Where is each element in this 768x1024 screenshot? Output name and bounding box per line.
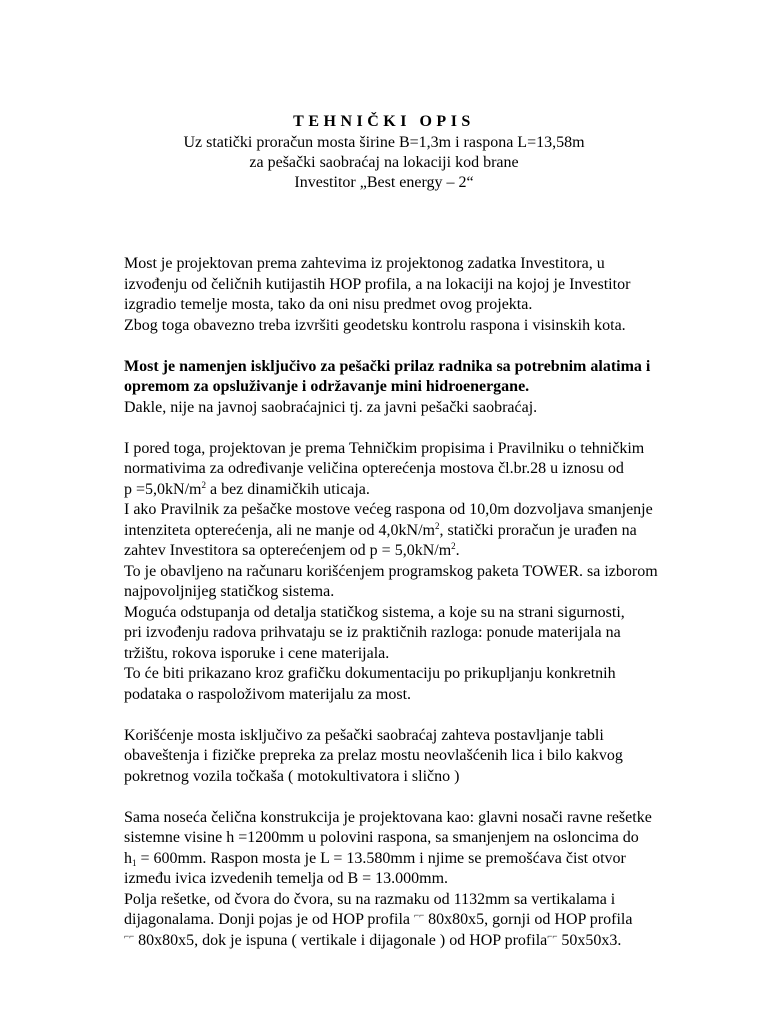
- text-line: sistemne visine h =1200mm u polovini raspona, sa smanjenjem na osloncima do: [124, 829, 639, 846]
- superscript: 2: [435, 520, 440, 531]
- paragraph-purpose: [124, 357, 734, 419]
- subscript: 1: [132, 857, 137, 868]
- text-line: Polja rešetke, od čvora do čvora, su na razmaku od 1132mm sa vertikalama i: [124, 890, 616, 908]
- document-title: TEHNIČKI OPIS: [293, 113, 475, 130]
- document-subtitle-line-1: Uz statički proračun mosta širine B=1,3m i raspona L=13,58m: [183, 134, 585, 151]
- text-line: normativima za određivanje veličina opterećenja mostova čl.br.28 u iznosu od: [124, 460, 624, 477]
- text-line: Korišćenje mosta isključivo za pešački saobraćaj zahteva postavljanje tabli: [124, 726, 604, 744]
- text-fragment: 80x80x5, dok je ispuna ( vertikale i dijagonale ) od HOP profila: [134, 931, 548, 949]
- text-line: Moguća odstupanja od detalja statičkog sistema, a koje su na strani sigurnosti,: [124, 603, 625, 621]
- paragraph-usage-signage: [124, 726, 734, 788]
- text-line: pokretnog vozila točkaša ( motokultivatora i slično ): [124, 767, 460, 785]
- title-block: [0, 112, 768, 193]
- text-line: najpovoljnijeg statičkog sistema.: [124, 583, 335, 600]
- paragraph-regulations: [124, 439, 734, 706]
- text-line: izgradio temelje mosta, tako da oni nisu predmet ovog projekta.: [124, 296, 533, 313]
- text-line: između ivica izvedenih temelja od B = 13.000mm.: [124, 870, 449, 887]
- text-line: [124, 910, 734, 931]
- text-line-bold: Most je namenjen isključivo za pešački prilaz radnika sa potrebnim alatima i: [124, 357, 651, 375]
- superscript: 2: [451, 541, 456, 551]
- text-line: izvođenju od čeličnih kutijastih HOP profila, a na lokaciji na kojoj je Investitor: [124, 275, 631, 293]
- text-line: [124, 849, 734, 870]
- text-line: To je obavljeno na računaru korišćenjem programskog paketa TOWER. sa izborom: [124, 562, 658, 580]
- text-line: [124, 480, 734, 501]
- text-line: tržištu, rokova isporuke i cene materijala.: [124, 644, 390, 662]
- hollow-profile-symbol-icon: ⌐⌐: [124, 930, 135, 941]
- document-subtitle-line-3: Investitor „Best energy – 2“: [294, 174, 474, 191]
- text-line-bold: opremom za opsluživanje i održavanje mini hidroenergane.: [124, 378, 530, 395]
- text-fragment: 80x80x5, gornji od HOP profila: [424, 911, 633, 928]
- text-line: pri izvođenju radova prihvataju se iz praktičnih razloga: ponude materijala na: [124, 624, 621, 641]
- paragraph-structure: [124, 808, 734, 952]
- hollow-profile-symbol-icon: ⌐⌐: [414, 910, 425, 920]
- text-fragment: intenziteta opterećenja, ali ne manje od 4,0kN/m: [124, 521, 435, 539]
- text-fragment: , statički proračun je urađen na: [439, 521, 637, 539]
- text-line: [124, 541, 734, 562]
- text-line: To će biti prikazano kroz grafičku dokumentaciju po prikupljanju konkretnih: [124, 665, 616, 682]
- text-line: Sama noseća čelična konstrukcija je projektovana kao: glavni nosači ravne rešetke: [124, 808, 652, 826]
- text-line: [124, 931, 734, 952]
- text-line: Zbog toga obavezno treba izvršiti geodetsku kontrolu raspona i visinskih kota.: [124, 316, 626, 334]
- document-subtitle-line-2: za pešački saobraćaj na lokaciji kod brane: [249, 154, 519, 171]
- text-fragment: 50x50x3.: [557, 931, 622, 949]
- text-line: podataka o raspoloživom materijalu za most.: [124, 685, 412, 703]
- text-fragment: h: [124, 849, 132, 867]
- text-line: Dakle, nije na javnoj saobraćajnici tj. za javni pešački saobraćaj.: [124, 398, 538, 416]
- text-fragment: zahtev Investitora sa opterećenjem od p = 5,0kN/m: [124, 542, 452, 559]
- hollow-profile-symbol-icon: ⌐⌐: [547, 930, 558, 941]
- text-fragment: .: [455, 542, 460, 559]
- text-line: I ako Pravilnik za pešačke mostove većeg raspona od 10,0m dozvoljava smanjenje: [124, 501, 653, 518]
- text-line: I pored toga, projektovan je prema Tehničkim propisima i Pravilniku o tehničkim: [124, 439, 645, 457]
- text-line: Most je projektovan prema zahtevima iz projektonog zadatka Investitora, u: [124, 255, 605, 272]
- text-line: [124, 521, 734, 542]
- text-fragment: dijagonalama. Donji pojas je od HOP profila: [124, 911, 415, 928]
- text-line: obaveštenja i fizičke prepreka za prelaz mostu neovlašćenih lica i bilo kakvog: [124, 747, 623, 764]
- text-fragment: p =5,0kN/m: [124, 480, 202, 498]
- text-fragment: a bez dinamičkih uticaja.: [205, 480, 370, 498]
- text-fragment: = 600mm. Raspon mosta je L = 13.580mm i njime se premošćava čist otvor: [136, 849, 626, 867]
- document-body: [124, 254, 734, 972]
- paragraph-project-basis: [124, 254, 734, 336]
- superscript: 2: [201, 479, 206, 490]
